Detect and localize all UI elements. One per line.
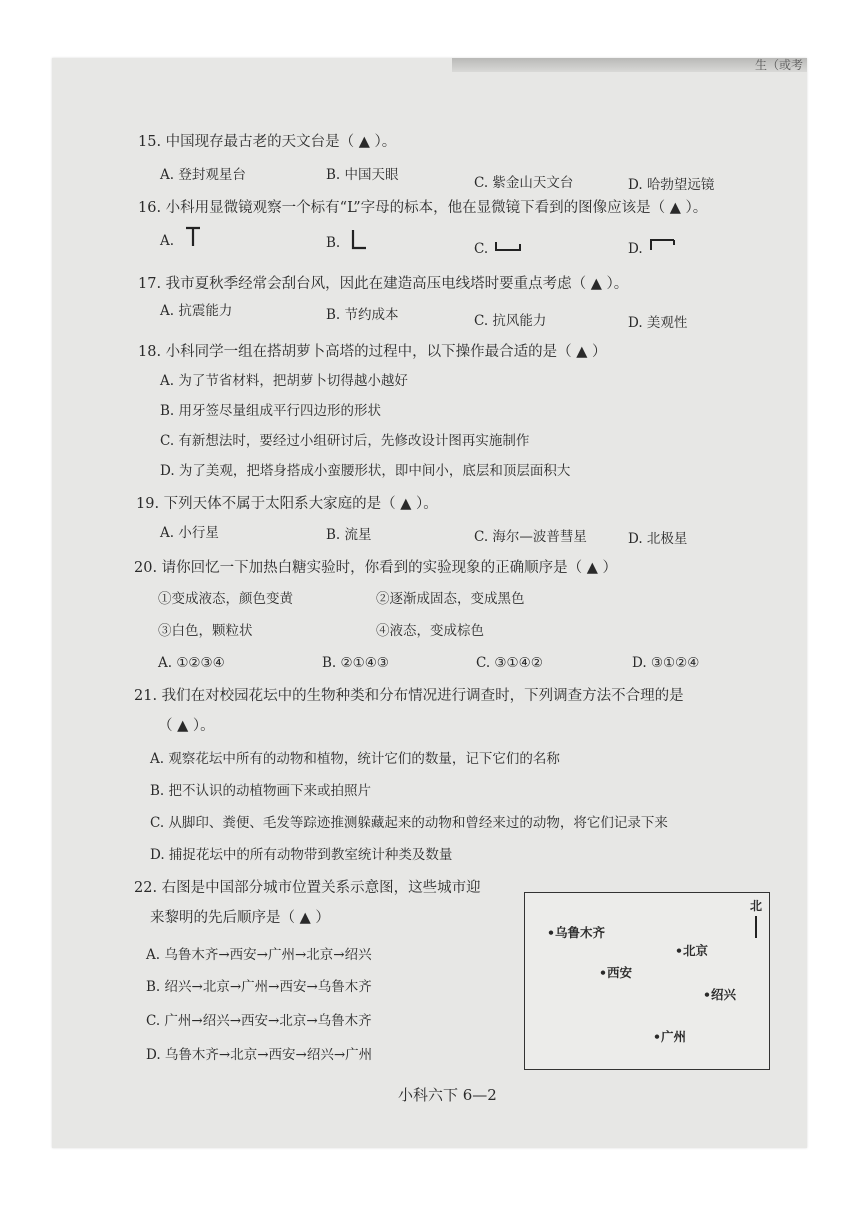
- q20-option-a[interactable]: A. ①②③④: [158, 655, 225, 671]
- city-xian: •西安: [599, 965, 632, 980]
- q20-stem: 20. 请你回忆一下加热白糖实验时，你看到的实验现象的正确顺序是（ ▲ ）: [134, 560, 618, 576]
- q21-option-d[interactable]: D. 捕捉花坛中的所有动物带到教室统计种类及数量: [150, 847, 453, 863]
- q20-option-d[interactable]: D. ③①②④: [632, 655, 700, 671]
- north-arrow-icon: [755, 916, 757, 938]
- q20-statement-3: ③白色，颗粒状: [158, 623, 253, 639]
- rotated-glyph-d-icon: [648, 236, 676, 252]
- q19-option-a[interactable]: A. 小行星: [160, 525, 219, 541]
- city-shaoxing: •绍兴: [703, 987, 736, 1002]
- city-beijing: •北京: [675, 943, 708, 958]
- q15-option-d[interactable]: D. 哈勃望远镜: [628, 177, 715, 193]
- top-edge-strip: [452, 58, 807, 72]
- q21-stem-continued: （ ▲ ）。: [158, 718, 215, 734]
- q17-option-a[interactable]: A. 抗震能力: [160, 303, 233, 319]
- q20-option-b[interactable]: B. ②①④③: [322, 655, 389, 671]
- q20-option-c[interactable]: C. ③①④②: [476, 655, 543, 671]
- q22-option-a[interactable]: A. 乌鲁木齐→西安→广州→北京→绍兴: [146, 947, 372, 963]
- q20-statement-4: ④液态，变成棕色: [376, 623, 484, 639]
- q22-option-b[interactable]: B. 绍兴→北京→广州→西安→乌鲁木齐: [146, 979, 372, 995]
- q18-option-b[interactable]: B. 用牙签尽量组成平行四边形的形状: [160, 403, 382, 419]
- q16-option-c[interactable]: C.: [474, 241, 489, 257]
- q17-option-b[interactable]: B. 节约成本: [326, 307, 399, 323]
- q22-option-d[interactable]: D. 乌鲁木齐→北京→西安→绍兴→广州: [146, 1047, 373, 1063]
- q16-option-d[interactable]: D.: [628, 241, 643, 257]
- q22-option-c[interactable]: C. 广州→绍兴→西安→北京→乌鲁木齐: [146, 1013, 372, 1029]
- q16-option-a[interactable]: A.: [160, 233, 175, 249]
- page-footer: 小科六下 6—2: [398, 1086, 497, 1104]
- city-urumqi: •乌鲁木齐: [547, 925, 605, 940]
- q16-stem: 16. 小科用显微镜观察一个标有“L”字母的标本，他在显微镜下看到的图像应该是（ ▲ ）。: [138, 200, 708, 216]
- north-label: 北: [749, 899, 762, 913]
- top-strip-text: 生（或考: [754, 58, 803, 72]
- q17-option-c[interactable]: C. 抗风能力: [474, 313, 547, 329]
- q18-stem: 18. 小科同学一组在搭胡萝卜高塔的过程中，以下操作最合适的是（ ▲ ）: [138, 344, 607, 360]
- q15-option-a[interactable]: A. 登封观星台: [160, 167, 246, 183]
- q21-stem: 21. 我们在对校园花坛中的生物种类和分布情况进行调查时，下列调查方法不合理的是: [134, 688, 684, 704]
- q18-option-c[interactable]: C. 有新想法时，要经过小组研讨后，先修改设计图再实施制作: [160, 433, 530, 449]
- q19-stem: 19. 下列天体不属于太阳系大家庭的是（ ▲ ）。: [136, 496, 438, 512]
- q17-option-d[interactable]: D. 美观性: [628, 315, 688, 331]
- city-guangzhou: •广州: [653, 1029, 686, 1044]
- rotated-glyph-c-icon: [494, 238, 522, 254]
- q15-stem: 15. 中国现存最古老的天文台是（ ▲ ）。: [138, 134, 397, 150]
- q22-stem-continued: 来黎明的先后顺序是（ ▲ ）: [150, 910, 330, 926]
- city-location-map: [524, 892, 770, 1070]
- q15-option-b[interactable]: B. 中国天眼: [326, 167, 399, 183]
- l-glyph-icon: [350, 228, 368, 250]
- q21-option-a[interactable]: A. 观察花坛中所有的动物和植物，统计它们的数量，记下它们的名称: [150, 751, 560, 767]
- q19-option-b[interactable]: B. 流星: [326, 527, 372, 543]
- q17-stem: 17. 我市夏秋季经常会刮台风，因此在建造高压电线塔时要重点考虑（ ▲ ）。: [138, 276, 629, 292]
- q20-statement-2: ②逐渐成固态，变成黑色: [376, 591, 525, 607]
- inverted-t-glyph-icon: [184, 226, 202, 248]
- q21-option-c[interactable]: C. 从脚印、粪便、毛发等踪迹推测躲藏起来的动物和曾经来过的动物，将它们记录下来: [150, 815, 668, 831]
- q22-stem: 22. 右图是中国部分城市位置关系示意图，这些城市迎: [134, 880, 481, 896]
- north-indicator: [749, 897, 763, 938]
- q18-option-a[interactable]: A. 为了节省材料，把胡萝卜切得越小越好: [160, 373, 408, 389]
- q20-statement-1: ①变成液态，颜色变黄: [158, 591, 293, 607]
- q21-option-b[interactable]: B. 把不认识的动植物画下来或拍照片: [150, 783, 372, 799]
- q18-option-d[interactable]: D. 为了美观，把塔身搭成小蛮腰形状，即中间小，底层和顶层面积大: [160, 463, 571, 479]
- q15-option-c[interactable]: C. 紫金山天文台: [474, 175, 574, 191]
- q19-option-d[interactable]: D. 北极星: [628, 531, 688, 547]
- q19-option-c[interactable]: C. 海尔—波普彗星: [474, 529, 587, 545]
- q16-option-b[interactable]: B.: [326, 235, 341, 251]
